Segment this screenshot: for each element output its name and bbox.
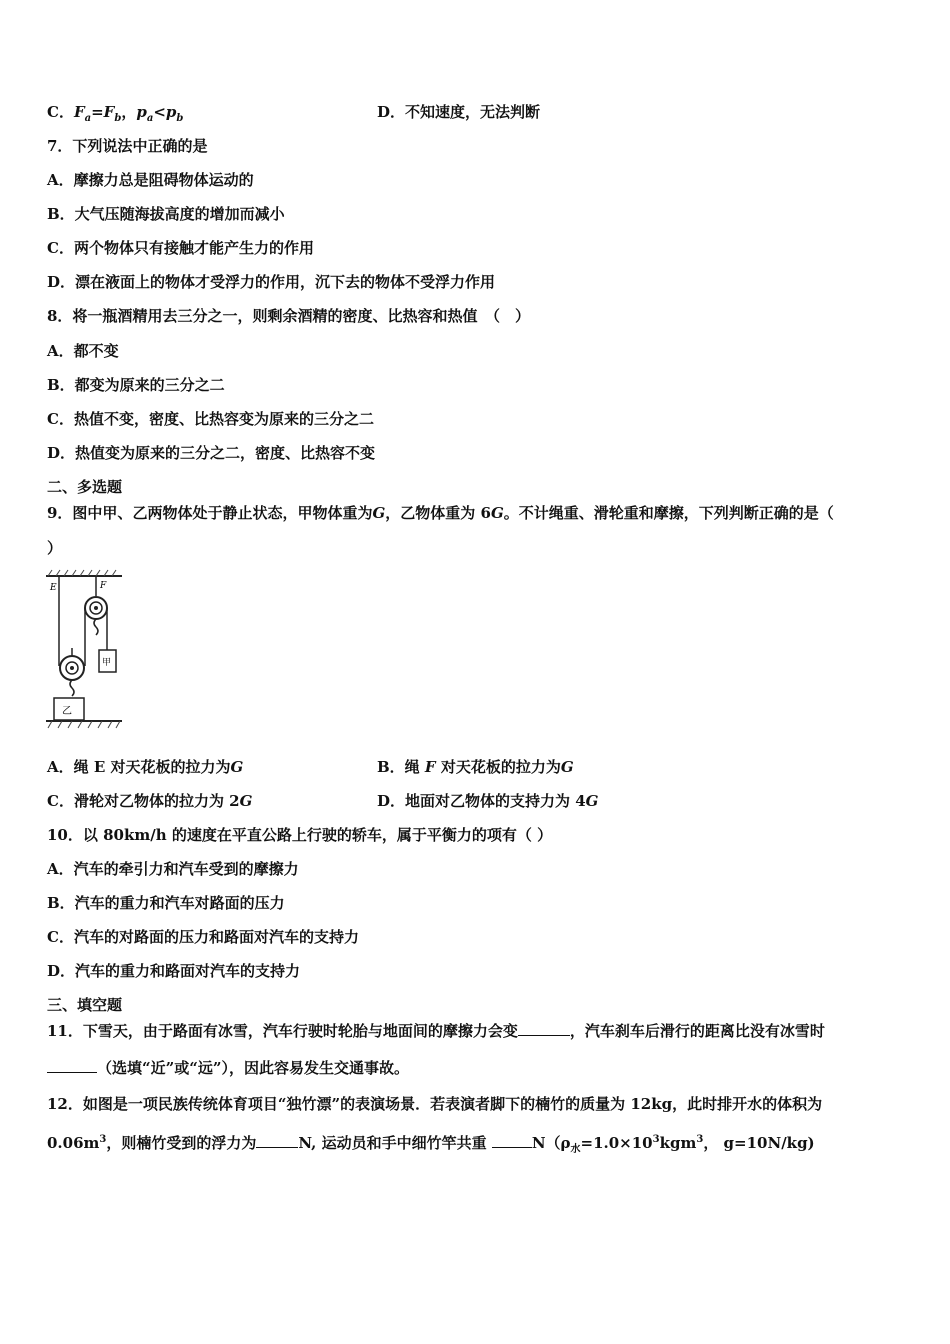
q11-line-2: （选填“近”或“远”），因此容易发生交通事故。 [47, 1058, 409, 1078]
q10-option-c: C．汽车的对路面的压力和路面对汽车的支持力 [47, 928, 359, 946]
q6-option-c: C．$F_a=F_b$，$p_a<p_b$ [47, 103, 184, 124]
q7-stem: 7．下列说法中正确的是 [47, 137, 208, 155]
section-3-heading: 三、填空题 [47, 996, 123, 1014]
q9-stem: 9．图中甲、乙两物体处于静止状态，甲物体重为G，乙物体重为 6G。不计绳重、滑轮重和摩擦，下列判断正确的是（ [47, 504, 834, 522]
label-e: E [50, 583, 57, 593]
q8-option-a: A．都不变 [47, 342, 119, 360]
q12-line-2: $0.06m^3$，则楠竹受到的浮力为 N, 运动员和手中细竹竿共重 $N(\rho_水=1.0\times 10^3kgm^3$， g=10N/kg) [47, 1134, 815, 1155]
q8-stem: 8．将一瓶酒精用去三分之一，则剩余酒精的密度、比热容和热值 （ ） [47, 307, 530, 325]
q9-stem-close: ） [47, 539, 63, 557]
q7-option-a: A．摩擦力总是阻碍物体运动的 [47, 171, 254, 189]
q12-blank-1[interactable] [256, 1133, 298, 1148]
q10-option-b: B．汽车的重力和汽车对路面的压力 [47, 894, 285, 912]
label-yi: 乙 [62, 706, 72, 717]
q10-option-d: D．汽车的重力和路面对汽车的支持力 [47, 962, 301, 980]
q9-option-b: B．绳 F 对天花板的拉力为G [377, 758, 574, 776]
q7-option-c: C．两个物体只有接触才能产生力的作用 [47, 239, 314, 257]
q11-line-1: 11．下雪天，由于路面有冰雪，汽车行驶时轮胎与地面间的摩擦力会变 ，汽车刹车后滑行的距离比没有冰雪时 [47, 1022, 825, 1040]
q7-option-d: D．漂在液面上的物体才受浮力的作用，沉下去的物体不受浮力作用 [47, 273, 496, 291]
q11-blank-2[interactable] [47, 1058, 97, 1073]
q8-option-c: C．热值不变，密度、比热容变为原来的三分之二 [47, 410, 374, 428]
q6-option-d: D．不知速度，无法判断 [377, 103, 541, 121]
q9-option-c: C．滑轮对乙物体的拉力为 2G [47, 792, 253, 810]
q12-line-1: 12．如图是一项民族传统体育项目“独竹漂”的表演场景．若表演者脚下的楠竹的质量为 12kg，此时排开水的体积为 [47, 1095, 823, 1113]
q9-option-d: D．地面对乙物体的支持力为 4G [377, 792, 599, 810]
q11-blank-1[interactable] [518, 1021, 570, 1036]
label-f: F [100, 581, 107, 591]
pulley-figure [44, 568, 124, 730]
q12-blank-2[interactable] [492, 1133, 532, 1148]
q10-option-a: A．汽车的牵引力和汽车受到的摩擦力 [47, 860, 299, 878]
label-jia: 甲 [102, 658, 112, 668]
section-2-heading: 二、多选题 [47, 478, 123, 496]
q10-stem: 10．以 80km/h 的速度在平直公路上行驶的轿车，属于平衡力的项有（ ） [47, 826, 553, 844]
q7-option-b: B．大气压随海拔高度的增加而减小 [47, 205, 285, 223]
q8-option-b: B．都变为原来的三分之二 [47, 376, 225, 394]
q9-option-a: A．绳 E 对天花板的拉力为G [47, 758, 244, 776]
q8-option-d: D．热值变为原来的三分之二，密度、比热容不变 [47, 444, 376, 462]
